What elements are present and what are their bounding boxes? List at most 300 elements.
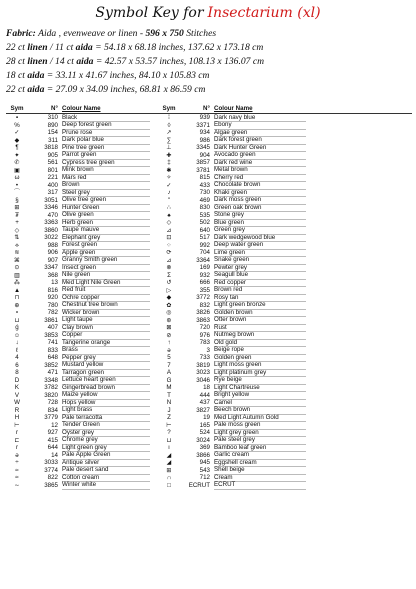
- colour-name-left: Elephant grey: [62, 234, 150, 243]
- size-mid: / 11 ct: [47, 42, 76, 53]
- symbol-left: ⇅: [14, 234, 20, 241]
- symbol-right: ⊛: [166, 316, 172, 324]
- colour-name-left: Oyster grey: [62, 429, 150, 438]
- number-right: 986: [199, 136, 210, 144]
- colour-name-right: Dark red wine: [214, 159, 306, 168]
- number-left: 14: [51, 451, 58, 459]
- number-right: 524: [199, 429, 210, 436]
- symbol-table: [6, 105, 412, 489]
- colour-name-right: Light moss green: [214, 361, 306, 370]
- colour-name-left: Wicker brown: [62, 309, 150, 318]
- symbol-left: r: [15, 429, 19, 436]
- number-left: 12: [51, 421, 58, 429]
- number-right: 19: [203, 414, 210, 421]
- colour-name-left: Red fruit: [62, 286, 150, 295]
- symbol-right: ✚: [166, 151, 172, 159]
- colour-name-right: Otter brown: [214, 316, 306, 325]
- symbol-left: ✆: [14, 159, 20, 166]
- colour-name-left: Pale desert sand: [62, 466, 150, 475]
- symbol-right: ⊗: [166, 264, 172, 271]
- colour-name-right: Dark wedgewood blue: [214, 234, 306, 243]
- colour-name-right: ECRUT: [214, 481, 306, 490]
- colour-name-left: Brown: [62, 181, 150, 190]
- colour-name-left: Dark polar blue: [62, 136, 150, 145]
- symbol-right: ↑: [167, 339, 171, 346]
- symbol-left: ⊕: [14, 301, 20, 309]
- number-left: 3363: [44, 219, 58, 226]
- fabric-text: Aida , evenweave or linen -: [38, 28, 146, 39]
- symbol-left: V: [14, 391, 20, 399]
- colour-name-right: Golden brown: [214, 309, 306, 318]
- colour-name-right: Garlic cream: [214, 451, 306, 460]
- number-right: 469: [199, 196, 210, 204]
- symbol-right: T: [167, 391, 171, 399]
- colour-name-right: Bright yellow: [214, 391, 306, 400]
- symbol-left: r: [15, 444, 19, 451]
- colour-name-right: Light green bronze: [214, 301, 306, 310]
- symbol-left: ǝ: [15, 451, 19, 459]
- symbol-right: Z: [167, 414, 171, 421]
- number-left: 822: [47, 474, 58, 481]
- symbol-left: ≈: [15, 466, 19, 474]
- number-right: 3024: [196, 436, 210, 444]
- number-left: 3022: [44, 234, 58, 241]
- colour-name-left: Apple green: [62, 249, 150, 258]
- symbol-left: ≋: [14, 249, 20, 256]
- colour-name-right: Pale steel grey: [214, 436, 306, 445]
- colour-name-right: Eggshell cream: [214, 459, 306, 468]
- size-pre: 22 ct: [6, 42, 28, 53]
- size-pre: 28 ct: [6, 56, 28, 67]
- colour-name-right: Light grey green: [214, 429, 306, 438]
- symbol-right: ▷: [166, 286, 172, 294]
- colour-name-right: Blue green: [214, 219, 306, 228]
- number-left: 3860: [44, 226, 58, 234]
- symbol-left: ∼: [14, 481, 20, 489]
- number-right: 169: [199, 264, 210, 271]
- colour-name-left: Parrot green: [62, 151, 150, 160]
- size-pre: 22 ct: [6, 84, 28, 95]
- header-num-2: N°: [203, 105, 210, 113]
- colour-name-right: Cream: [214, 474, 306, 483]
- colour-name-left: Black: [62, 114, 150, 123]
- symbol-left: ₮: [15, 211, 19, 219]
- colour-name-left: Pepper grey: [62, 354, 150, 363]
- title-accent: Insectarium (xl): [207, 5, 321, 21]
- number-right: ECRUT: [188, 481, 210, 489]
- number-right: 3857: [196, 159, 210, 166]
- number-left: 741: [47, 339, 58, 346]
- key-title: [0, 4, 416, 22]
- size-line-4: [6, 84, 205, 95]
- symbol-right: ◢: [166, 459, 172, 466]
- symbol-right: Σ: [167, 271, 171, 279]
- colour-name-right: Pewter grey: [214, 264, 306, 273]
- colour-name-left: Gingerbread brown: [62, 384, 150, 393]
- number-left: 3774: [44, 466, 58, 474]
- symbol-right: ı: [168, 444, 170, 451]
- colour-name-left: Maize yellow: [62, 391, 150, 400]
- symbol-left: ⊏: [14, 436, 20, 444]
- colour-name-left: Tender Green: [62, 421, 150, 430]
- colour-name-right: Med Light Autumn Gold: [214, 414, 306, 423]
- symbol-right: ∩: [166, 474, 172, 481]
- number-left: 3852: [44, 361, 58, 369]
- symbol-left: 6: [15, 361, 19, 369]
- symbol-right: ◇: [166, 219, 172, 226]
- symbol-left: ℓ: [15, 346, 18, 354]
- number-right: 3345: [196, 144, 210, 151]
- symbol-right: 7: [167, 361, 171, 369]
- colour-name-right: Light Chartreuse: [214, 384, 306, 393]
- colour-name-right: Rye beige: [214, 376, 306, 385]
- colour-name-left: Granny Smith green: [62, 256, 150, 265]
- number-right: 3: [206, 346, 210, 354]
- symbol-left: ⊓: [14, 294, 20, 301]
- number-right: 3827: [196, 406, 210, 414]
- size-fabric2: aida: [76, 56, 94, 67]
- colour-name-left: Clay brown: [62, 324, 150, 333]
- number-left: 3033: [44, 459, 58, 466]
- number-right: 3364: [196, 256, 210, 264]
- colour-name-right: Dark navy blue: [214, 114, 306, 123]
- colour-name-left: Pine tree green: [62, 144, 150, 153]
- number-left: 3779: [44, 414, 58, 421]
- number-left: 3820: [44, 391, 58, 399]
- header-name: Colour Name: [62, 105, 101, 113]
- symbol-left: +: [15, 219, 19, 226]
- symbol-right: ✱: [166, 166, 172, 174]
- number-left: 801: [47, 166, 58, 174]
- colour-name-right: Cherry red: [214, 174, 306, 183]
- number-left: 906: [47, 249, 58, 256]
- colour-name-left: Mink brown: [62, 166, 150, 175]
- colour-name-left: Light taupe: [62, 316, 150, 325]
- number-left: 154: [47, 129, 58, 136]
- colour-name-left: Lettuce heart green: [62, 376, 150, 385]
- number-left: 728: [47, 399, 58, 406]
- symbol-left: •: [15, 181, 19, 189]
- size-dims: = 33.11 x 41.67 inches, 84.10 x 105.83 cm: [44, 70, 210, 81]
- number-right: 830: [199, 204, 210, 211]
- colour-name-left: Prune rose: [62, 129, 150, 138]
- number-left: 471: [47, 369, 58, 376]
- symbol-left: ≈: [15, 474, 19, 481]
- colour-name-left: Tangerine orange: [62, 339, 150, 348]
- number-right: 720: [199, 324, 210, 331]
- number-left: 3818: [44, 144, 58, 151]
- colour-name-left: Hops yellow: [62, 399, 150, 408]
- number-right: 437: [199, 399, 210, 406]
- number-right: 502: [199, 219, 210, 226]
- colour-name-right: Nutmeg brown: [214, 331, 306, 340]
- number-right: 992: [199, 241, 210, 249]
- symbol-left: ▪: [15, 114, 19, 121]
- number-left: 907: [47, 256, 58, 264]
- colour-name-right: Dark forest green: [214, 136, 306, 145]
- number-left: 890: [47, 121, 58, 129]
- colour-name-right: Rosy tan: [214, 294, 306, 303]
- symbol-left: %: [14, 121, 20, 129]
- colour-name-left: Nile green: [62, 271, 150, 280]
- number-right: 733: [199, 354, 210, 361]
- colour-name-right: Pale moss green: [214, 421, 306, 430]
- number-left: 310: [47, 114, 58, 121]
- colour-name-right: Golden green: [214, 354, 306, 363]
- number-right: 712: [199, 474, 210, 481]
- number-right: 543: [199, 466, 210, 474]
- number-right: 433: [199, 181, 210, 189]
- colour-name-right: Beech brown: [214, 406, 306, 415]
- symbol-right: ✿: [166, 301, 172, 309]
- number-left: 3346: [44, 204, 58, 211]
- colour-name-right: Deep water green: [214, 241, 306, 250]
- colour-name-right: Snake green: [214, 256, 306, 265]
- number-right: 704: [199, 249, 210, 256]
- colour-name-right: Brown red: [214, 286, 306, 295]
- size-fabric: aida: [27, 70, 45, 81]
- colour-name-right: Dark moss green: [214, 196, 306, 205]
- number-right: 3863: [196, 316, 210, 324]
- colour-name-left: Insect green: [62, 264, 150, 273]
- colour-name-right: Camel: [214, 399, 306, 408]
- symbol-right: ⊢: [166, 421, 172, 429]
- number-right: 18: [203, 384, 210, 391]
- symbol-right: ‡: [167, 159, 171, 166]
- symbol-right: N: [166, 399, 172, 406]
- colour-name-right: Khaki green: [214, 189, 306, 198]
- symbol-left: §: [15, 196, 19, 204]
- header-name-2: Colour Name: [214, 105, 253, 113]
- symbol-right: ↗: [166, 129, 172, 136]
- size-line-3: [6, 70, 210, 81]
- number-right: 934: [199, 129, 210, 136]
- symbol-left: ⁂: [13, 279, 21, 286]
- colour-name-right: Green grey: [214, 226, 306, 235]
- number-left: 561: [47, 159, 58, 166]
- number-left: 988: [47, 241, 58, 249]
- size-fabric: linen: [27, 56, 48, 67]
- symbol-right: M: [166, 384, 172, 391]
- symbol-right: ∑: [166, 136, 172, 144]
- symbol-right: ◊: [167, 121, 171, 129]
- header-num: N°: [51, 105, 58, 113]
- symbol-right: ↺: [166, 279, 172, 286]
- colour-name-left: Cypress tree green: [62, 159, 150, 168]
- number-right: 832: [199, 301, 210, 309]
- symbol-left: ÷: [15, 459, 19, 466]
- number-right: 517: [199, 234, 210, 241]
- symbol-left: 8: [15, 369, 19, 376]
- size-line-1: [6, 42, 263, 53]
- number-left: 3051: [44, 196, 58, 204]
- number-right: 783: [199, 339, 210, 346]
- number-left: 644: [47, 444, 58, 451]
- colour-name-right: Seagull blue: [214, 271, 306, 280]
- symbol-left: ◆: [14, 136, 20, 144]
- symbol-right: 5: [167, 354, 171, 361]
- symbol-right: A: [166, 369, 172, 376]
- header-sym-2: Sym: [162, 105, 176, 113]
- colour-name-left: Pale Apple Green: [62, 451, 150, 460]
- title-main: Symbol Key for: [95, 5, 204, 21]
- symbol-right: ♠: [167, 211, 171, 219]
- colour-name-left: Brass: [62, 346, 150, 355]
- number-right: 444: [199, 391, 210, 399]
- colour-name-left: Mustard yellow: [62, 361, 150, 370]
- colour-name-right: Green oak brown: [214, 204, 306, 213]
- number-right: 815: [199, 174, 210, 181]
- number-right: 976: [199, 331, 210, 339]
- number-left: 368: [47, 271, 58, 279]
- symbol-left: ǵ: [15, 324, 19, 331]
- number-left: 400: [47, 181, 58, 189]
- number-left: 927: [47, 429, 58, 436]
- number-right: 932: [199, 271, 210, 279]
- colour-name-right: Metal brown: [214, 166, 306, 175]
- symbol-left: ⊔: [14, 316, 20, 324]
- symbol-right: ⁘: [166, 241, 172, 249]
- fabric-line: [6, 28, 216, 39]
- colour-name-left: Med Light Nile Green: [62, 279, 150, 288]
- colour-name-left: Herb green: [62, 219, 150, 228]
- size-fabric: aida: [27, 84, 45, 95]
- colour-name-right: Bamboo leaf green: [214, 444, 306, 453]
- symbol-right: ⊠: [166, 324, 172, 331]
- number-right: 640: [199, 226, 210, 234]
- number-left: 407: [47, 324, 58, 331]
- colour-name-left: Forest green: [62, 241, 150, 250]
- number-left: 415: [47, 436, 58, 444]
- number-right: 3772: [196, 294, 210, 301]
- symbol-right: ⊞: [166, 466, 172, 474]
- header-sym: Sym: [10, 105, 24, 113]
- number-left: 470: [47, 211, 58, 219]
- symbol-left: ¶: [15, 144, 19, 151]
- symbol-left: K: [14, 384, 20, 391]
- size-dims: = 27.09 x 34.09 inches, 68.81 x 86.59 cm: [44, 84, 206, 95]
- symbol-right: ⊿: [166, 226, 172, 234]
- symbol-left: ✓: [14, 129, 20, 136]
- symbol-right: ⁞: [168, 114, 170, 121]
- symbol-left: ω: [14, 174, 20, 181]
- number-left: 3782: [44, 384, 58, 391]
- number-right: 3023: [196, 369, 210, 376]
- symbol-left: ☺: [13, 331, 21, 339]
- colour-name-right: Stone grey: [214, 211, 306, 220]
- number-right: 730: [199, 189, 210, 196]
- symbol-right: ⟳: [166, 249, 172, 256]
- number-right: 3046: [196, 376, 210, 384]
- number-right: 355: [199, 286, 210, 294]
- colour-name-left: Chestnut tree brown: [62, 301, 150, 310]
- number-left: 905: [47, 151, 58, 159]
- number-left: 920: [47, 294, 58, 301]
- colour-name-left: Light green grey: [62, 444, 150, 453]
- colour-name-left: Light brass: [62, 406, 150, 415]
- symbol-right: ◆: [166, 294, 172, 301]
- table-body: [6, 114, 412, 489]
- number-left: 221: [47, 174, 58, 181]
- number-right: 666: [199, 279, 210, 286]
- symbol-right: ?: [167, 429, 171, 436]
- fabric-suffix: Stitches: [183, 28, 217, 39]
- number-left: 3348: [44, 376, 58, 384]
- colour-name-left: Taupe mauve: [62, 226, 150, 235]
- colour-name-right: Red copper: [214, 279, 306, 288]
- number-right: 369: [199, 444, 210, 451]
- number-right: 904: [199, 151, 210, 159]
- colour-name-left: Deep forest green: [62, 121, 150, 130]
- symbol-left: 4: [15, 354, 19, 361]
- number-left: 780: [47, 301, 58, 309]
- symbol-right: ⊿: [166, 256, 172, 264]
- symbol-right: ǝ: [167, 346, 171, 354]
- number-left: 311: [48, 136, 58, 144]
- symbol-right: J: [167, 406, 171, 414]
- colour-name-left: Steel grey: [62, 189, 150, 198]
- symbol-right: ⊡: [166, 234, 172, 241]
- number-right: 939: [199, 114, 210, 121]
- symbol-right: ✧: [166, 174, 172, 181]
- symbol-right: ⊘: [166, 331, 172, 339]
- symbol-left: D: [14, 376, 20, 384]
- symbol-left: ↓: [15, 339, 19, 346]
- colour-name-left: Hunter Green: [62, 204, 150, 213]
- colour-name-right: Beige rope: [214, 346, 306, 355]
- symbol-left: ▲: [13, 286, 21, 294]
- fabric-label: Fabric:: [6, 28, 36, 39]
- number-right: 3819: [196, 361, 210, 369]
- number-left: 13: [51, 279, 58, 286]
- number-right: 535: [199, 211, 210, 219]
- colour-name-right: Lime green: [214, 249, 306, 258]
- symbol-right: □: [167, 481, 171, 489]
- number-right: 3781: [196, 166, 210, 174]
- colour-name-right: Chocolate brown: [214, 181, 306, 190]
- number-left: 648: [47, 354, 58, 361]
- colour-name-left: Antique silver: [62, 459, 150, 468]
- symbol-left: ∘: [15, 309, 19, 316]
- number-left: 3865: [44, 481, 58, 489]
- colour-name-left: Olive green: [62, 211, 150, 220]
- colour-name-right: Light platinum grey: [214, 369, 306, 378]
- colour-name-left: Chrome grey: [62, 436, 150, 445]
- symbol-right: ": [167, 196, 171, 204]
- number-left: 816: [47, 286, 58, 294]
- symbol-right: ⊔: [166, 436, 172, 444]
- colour-name-right: Dark Hunter Green: [214, 144, 306, 153]
- symbol-left: ⊞: [14, 204, 20, 211]
- size-fabric2: aida: [75, 42, 93, 53]
- symbol-right: ✓: [166, 181, 172, 189]
- symbol-left: ▥: [14, 271, 20, 279]
- number-left: 782: [47, 309, 58, 316]
- symbol-left: W: [14, 399, 20, 406]
- number-right: 945: [199, 459, 210, 466]
- size-pre: 18 ct: [6, 70, 28, 81]
- symbol-left: ⟡: [14, 241, 20, 249]
- colour-name-left: Ochre copper: [62, 294, 150, 303]
- symbol-left: ⊙: [14, 264, 20, 271]
- symbol-right: ⊥: [166, 144, 172, 151]
- colour-name-left: Olive tree green: [62, 196, 150, 205]
- symbol-left: ▣: [14, 166, 20, 174]
- number-right: 3826: [196, 309, 210, 316]
- number-right: 3371: [196, 121, 210, 129]
- colour-name-right: Old gold: [214, 339, 306, 348]
- colour-name-left: Pale terracotta: [62, 414, 150, 423]
